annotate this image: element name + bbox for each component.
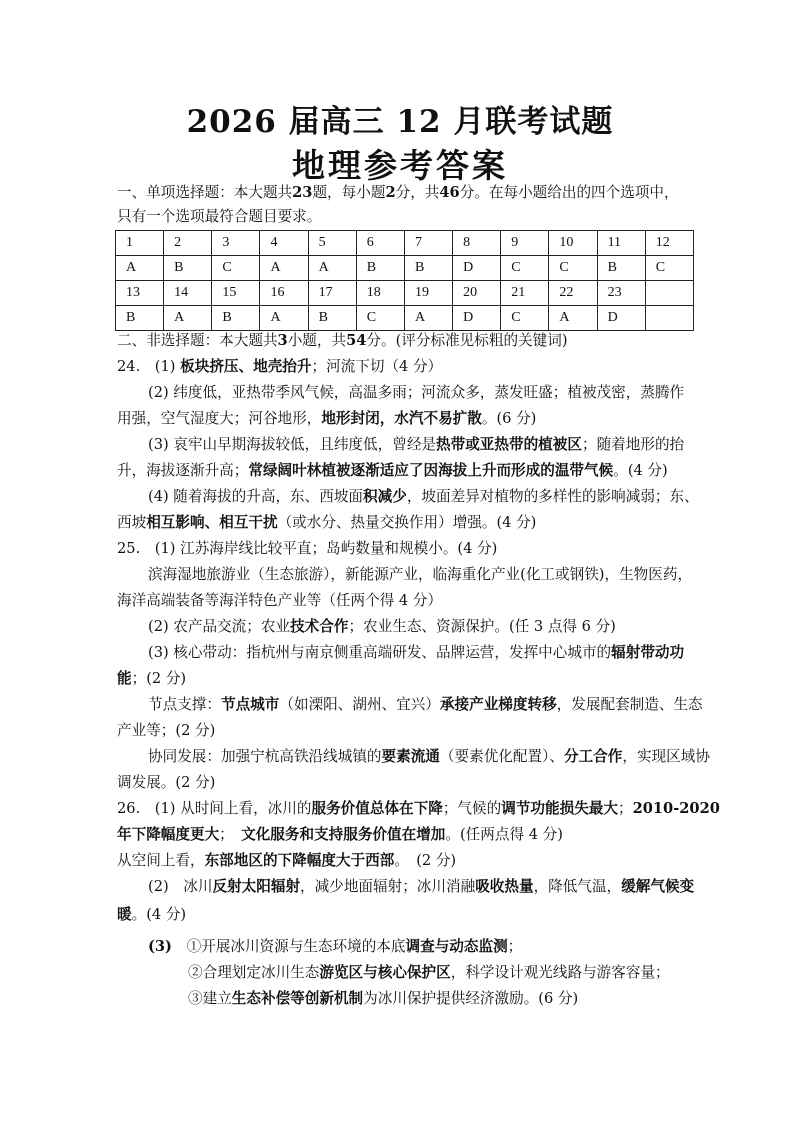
exam-title: 2026 届高三 12 月联考试题: [186, 104, 614, 140]
table-cell: 18: [356, 281, 404, 306]
table-cell: C: [645, 256, 693, 281]
q26-part3-line3: ③建立生态补偿等创新机制为冰川保护提供经济激励。(6 分): [188, 990, 579, 1007]
table-cell: 10: [549, 231, 597, 256]
table-row-numbers-1: [116, 231, 694, 256]
answer-table: [115, 230, 694, 331]
q25-part2: (2) 农产品交流；农业技术合作；农业生态、资源保护。(任 3 点得 6 分): [148, 618, 616, 635]
table-cell: D: [453, 306, 501, 331]
table-cell: A: [260, 306, 308, 331]
table-row-numbers-2: [116, 281, 694, 306]
table-cell: C: [501, 256, 549, 281]
q26-part2-line1: (2) 冰川反射太阳辐射，减少地面辐射；冰川消融吸收热量，降低气温，缓解气候变: [148, 878, 695, 895]
table-cell: A: [116, 256, 164, 281]
q25-coop-line1: 协同发展：加强宁杭高铁沿线城镇的要素流通（要素优化配置）、分工合作，实现区域协: [148, 748, 710, 765]
table-cell: 17: [308, 281, 356, 306]
table-cell: A: [404, 306, 452, 331]
table-cell: 9: [501, 231, 549, 256]
table-cell: 4: [260, 231, 308, 256]
table-cell: 22: [549, 281, 597, 306]
table-row-answers-2: [116, 306, 694, 331]
section2-header: 二、非选择题：本大题共3小题，共54分。(评分标准见标粗的关键词): [117, 332, 568, 349]
q25-node-line2: 产业等；(2 分): [117, 722, 216, 739]
table-cell: 8: [453, 231, 501, 256]
table-cell: A: [549, 306, 597, 331]
q24-part2-line2: 用强，空气湿度大；河谷地形，地形封闭，水汽不易扩散。(6 分): [117, 410, 537, 427]
q24-part4-line1: (4) 随着海拔的升高，东、西坡面积减少，坡面差异对植物的多样性的影响减弱；东、: [148, 488, 699, 505]
q25-part1: 25. (1) 江苏海岸线比较平直；岛屿数量和规模小。(4 分): [117, 540, 498, 557]
table-cell: 2: [164, 231, 212, 256]
table-cell: C: [356, 306, 404, 331]
table-cell: [645, 306, 693, 331]
table-cell: B: [212, 306, 260, 331]
table-cell: B: [356, 256, 404, 281]
table-cell: 12: [645, 231, 693, 256]
table-cell: 23: [597, 281, 645, 306]
q26-part1-line3: 从空间上看，东部地区的下降幅度大于西部。 (2 分): [117, 852, 457, 869]
q26-part3-line2: ②合理划定冰川生态游览区与核心保护区，科学设计观光线路与游客容量；: [188, 964, 670, 981]
section1-line1: 一、单项选择题：本大题共23题，每小题2分，共46分。在每小题给出的四个选项中，: [117, 184, 679, 201]
q24-part3-line2: 升，海拔逐渐升高；常绿阔叶林植被逐渐适应了因海拔上升而形成的温带气候。(4 分): [117, 462, 668, 479]
q25-part1-line2: 滨海湿地旅游业（生态旅游），新能源产业，临海重化产业(化工或钢铁)，生物医药，: [148, 566, 693, 583]
q26-part2-line2: 暖。(4 分): [117, 906, 187, 923]
section1-line2: 只有一个选项最符合题目要求。: [117, 208, 322, 225]
table-cell: 16: [260, 281, 308, 306]
q25-coop-line2: 调发展。(2 分): [117, 774, 216, 791]
table-cell: [645, 281, 693, 306]
table-cell: 13: [116, 281, 164, 306]
q26-part1-line2: 年下降幅度更大； 文化服务和支持服务价值在增加。(任两点得 4 分): [117, 826, 563, 843]
table-cell: 7: [404, 231, 452, 256]
table-cell: A: [164, 306, 212, 331]
q26-part3-line1: (3) ①开展冰川资源与生态环境的本底调查与动态监测；: [148, 938, 523, 955]
table-cell: B: [308, 306, 356, 331]
q25-node-line1: 节点支撑：节点城市（如溧阳、湖州、宜兴）承接产业梯度转移，发展配套制造、生态: [148, 696, 703, 713]
table-cell: 1: [116, 231, 164, 256]
table-cell: D: [453, 256, 501, 281]
table-cell: A: [308, 256, 356, 281]
q24-part3-line1: (3) 哀牢山早期海拔较低，且纬度低，曾经是热带或亚热带的植被区；随着地形的抬: [148, 436, 685, 453]
exam-subtitle: 地理参考答案: [292, 146, 508, 185]
table-cell: 11: [597, 231, 645, 256]
table-cell: B: [116, 306, 164, 331]
q24-part1: 24. (1) 板块挤压、地壳抬升；河流下切（4 分）: [117, 358, 443, 375]
table-cell: 5: [308, 231, 356, 256]
table-cell: 6: [356, 231, 404, 256]
table-cell: C: [549, 256, 597, 281]
table-row-answers-1: [116, 256, 694, 281]
table-cell: 15: [212, 281, 260, 306]
table-cell: C: [212, 256, 260, 281]
table-cell: 21: [501, 281, 549, 306]
q24-part4-line2: 西坡相互影响、相互干扰（或水分、热量交换作用）增强。(4 分): [117, 514, 537, 531]
table-cell: B: [164, 256, 212, 281]
table-cell: 20: [453, 281, 501, 306]
q24-part2-line1: (2) 纬度低，亚热带季风气候，高温多雨；河流众多，蒸发旺盛；植被茂密，蒸腾作: [148, 384, 685, 401]
table-cell: B: [404, 256, 452, 281]
q25-part1-line3: 海洋高端装备等海洋特色产业等（任两个得 4 分）: [117, 592, 443, 609]
table-cell: B: [597, 256, 645, 281]
q25-part3-line1: (3) 核心带动：指杭州与南京侧重高端研发、品牌运营，发挥中心城市的辐射带动功: [148, 644, 685, 661]
table-cell: 3: [212, 231, 260, 256]
table-cell: D: [597, 306, 645, 331]
table-cell: 19: [404, 281, 452, 306]
q25-part3-line2: 能；(2 分): [117, 670, 187, 687]
table-cell: C: [501, 306, 549, 331]
table-cell: 14: [164, 281, 212, 306]
q26-part1-line1: 26. (1) 从时间上看，冰川的服务价值总体在下降；气候的调节功能损失最大；2010-2020: [117, 800, 720, 817]
table-cell: A: [260, 256, 308, 281]
